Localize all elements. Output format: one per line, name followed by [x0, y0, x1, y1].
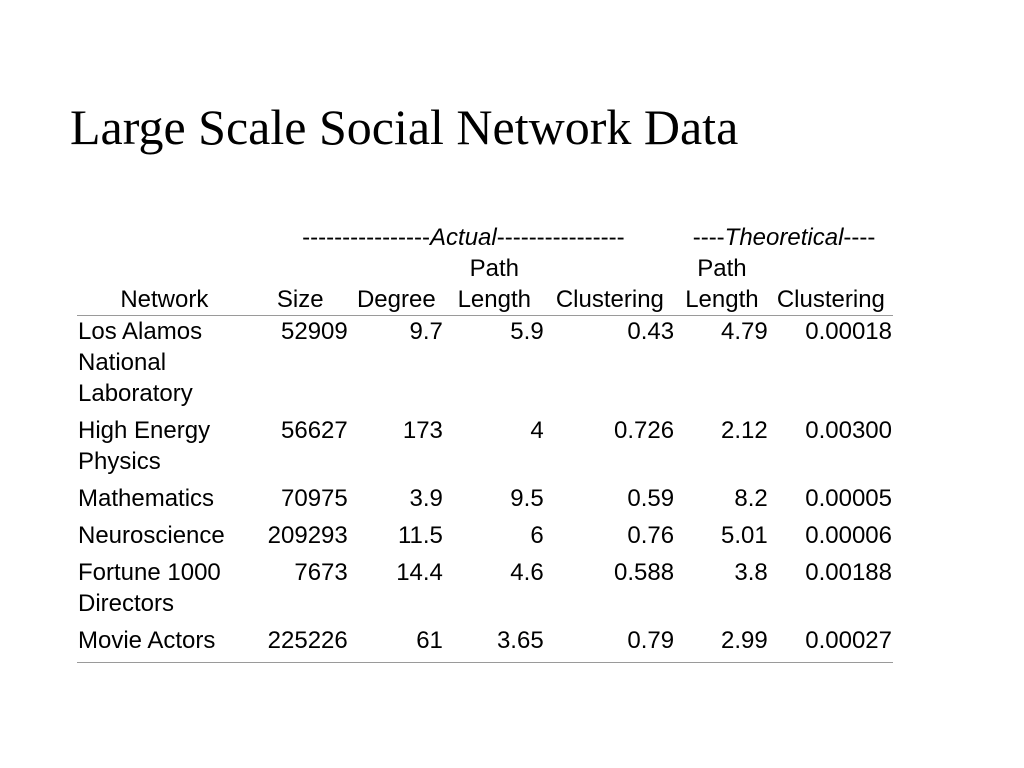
- network-name-line: Movie Actors: [78, 627, 216, 654]
- table-row: [77, 316, 893, 416]
- cell-theoretical-clustering: 0.00188: [805, 559, 892, 586]
- column-group-row: [77, 222, 893, 253]
- cell-network: [77, 316, 252, 416]
- cell-clustering: 0.76: [627, 522, 675, 549]
- cell-theoretical-clustering: 0.00005: [805, 485, 892, 512]
- network-name-line: Los Alamos: [78, 318, 203, 345]
- header-path-theoretical: Path: [697, 255, 747, 282]
- table-row: [77, 557, 893, 625]
- table-row: [77, 483, 893, 520]
- cell-degree: 3.9: [409, 485, 443, 512]
- cell-size: 7673: [294, 559, 348, 586]
- network-name-line: Laboratory: [78, 380, 193, 407]
- header-theoretical-path-length: Length: [675, 284, 769, 316]
- cell-network: [77, 520, 252, 557]
- network-name-line: Fortune 1000: [78, 559, 221, 586]
- cell-degree: 9.7: [409, 318, 443, 345]
- cell-theoretical-path-length: 5.01: [721, 522, 768, 549]
- cell-clustering: 0.726: [614, 417, 675, 444]
- cell-theoretical-clustering: 0.00300: [805, 417, 892, 444]
- cell-degree: 14.4: [396, 559, 443, 586]
- column-header-row: [77, 284, 893, 316]
- network-data-table: [77, 222, 893, 663]
- network-name-line: National: [78, 349, 167, 376]
- cell-theoretical-clustering: 0.00006: [805, 522, 892, 549]
- slide-title: Large Scale Social Network Data: [70, 99, 739, 155]
- cell-size: 70975: [281, 485, 348, 512]
- cell-clustering: 0.588: [614, 559, 675, 586]
- header-network: Network: [77, 284, 252, 316]
- cell-clustering: 0.43: [627, 318, 675, 345]
- cell-theoretical-clustering: 0.00018: [805, 318, 892, 345]
- cell-theoretical-path-length: 2.12: [721, 417, 768, 444]
- cell-size: 56627: [281, 417, 348, 444]
- cell-degree: 61: [349, 625, 444, 663]
- cell-network: [77, 625, 252, 663]
- cell-size: 209293: [267, 522, 348, 549]
- network-name-line: Physics: [78, 448, 161, 475]
- header-path-actual: Path: [469, 255, 519, 282]
- group-header-theoretical: ----Theoretical----: [692, 224, 876, 251]
- cell-network: [77, 557, 252, 625]
- cell-theoretical-path-length: 2.99: [675, 625, 769, 663]
- cell-path-length: 5.9: [510, 318, 544, 345]
- table-body: [77, 316, 893, 663]
- group-header-actual: ----------------Actual----------------: [302, 224, 625, 251]
- table-row: [77, 625, 893, 663]
- network-name-line: High Energy: [78, 417, 211, 444]
- cell-degree: 173: [402, 417, 443, 444]
- cell-path-length: 9.5: [510, 485, 544, 512]
- cell-theoretical-path-length: 4.79: [721, 318, 768, 345]
- table-row: [77, 520, 893, 557]
- cell-theoretical-path-length: 8.2: [734, 485, 768, 512]
- table-row: [77, 415, 893, 483]
- cell-size: 52909: [281, 318, 348, 345]
- header-path-length: Length: [444, 284, 545, 316]
- cell-network: [77, 415, 252, 483]
- network-name-line: Mathematics: [78, 485, 215, 512]
- header-size: Size: [252, 284, 349, 316]
- cell-degree: 11.5: [397, 522, 443, 549]
- cell-path-length: 4.6: [510, 559, 544, 586]
- cell-size: 225226: [252, 625, 349, 663]
- cell-theoretical-path-length: 3.8: [734, 559, 768, 586]
- cell-path-length: 4: [530, 417, 544, 444]
- network-name-line: Neuroscience: [78, 522, 225, 549]
- cell-path-length: 3.65: [444, 625, 545, 663]
- cell-network: [77, 483, 252, 520]
- cell-theoretical-clustering: 0.00027: [769, 625, 893, 663]
- column-subheader-row: [77, 253, 893, 284]
- header-degree: Degree: [349, 284, 444, 316]
- header-clustering: Clustering: [545, 284, 675, 316]
- cell-clustering: 0.79: [545, 625, 675, 663]
- cell-path-length: 6: [530, 522, 544, 549]
- network-name-line: Directors: [78, 590, 175, 617]
- cell-clustering: 0.59: [627, 485, 675, 512]
- header-theoretical-clustering: Clustering: [769, 284, 893, 316]
